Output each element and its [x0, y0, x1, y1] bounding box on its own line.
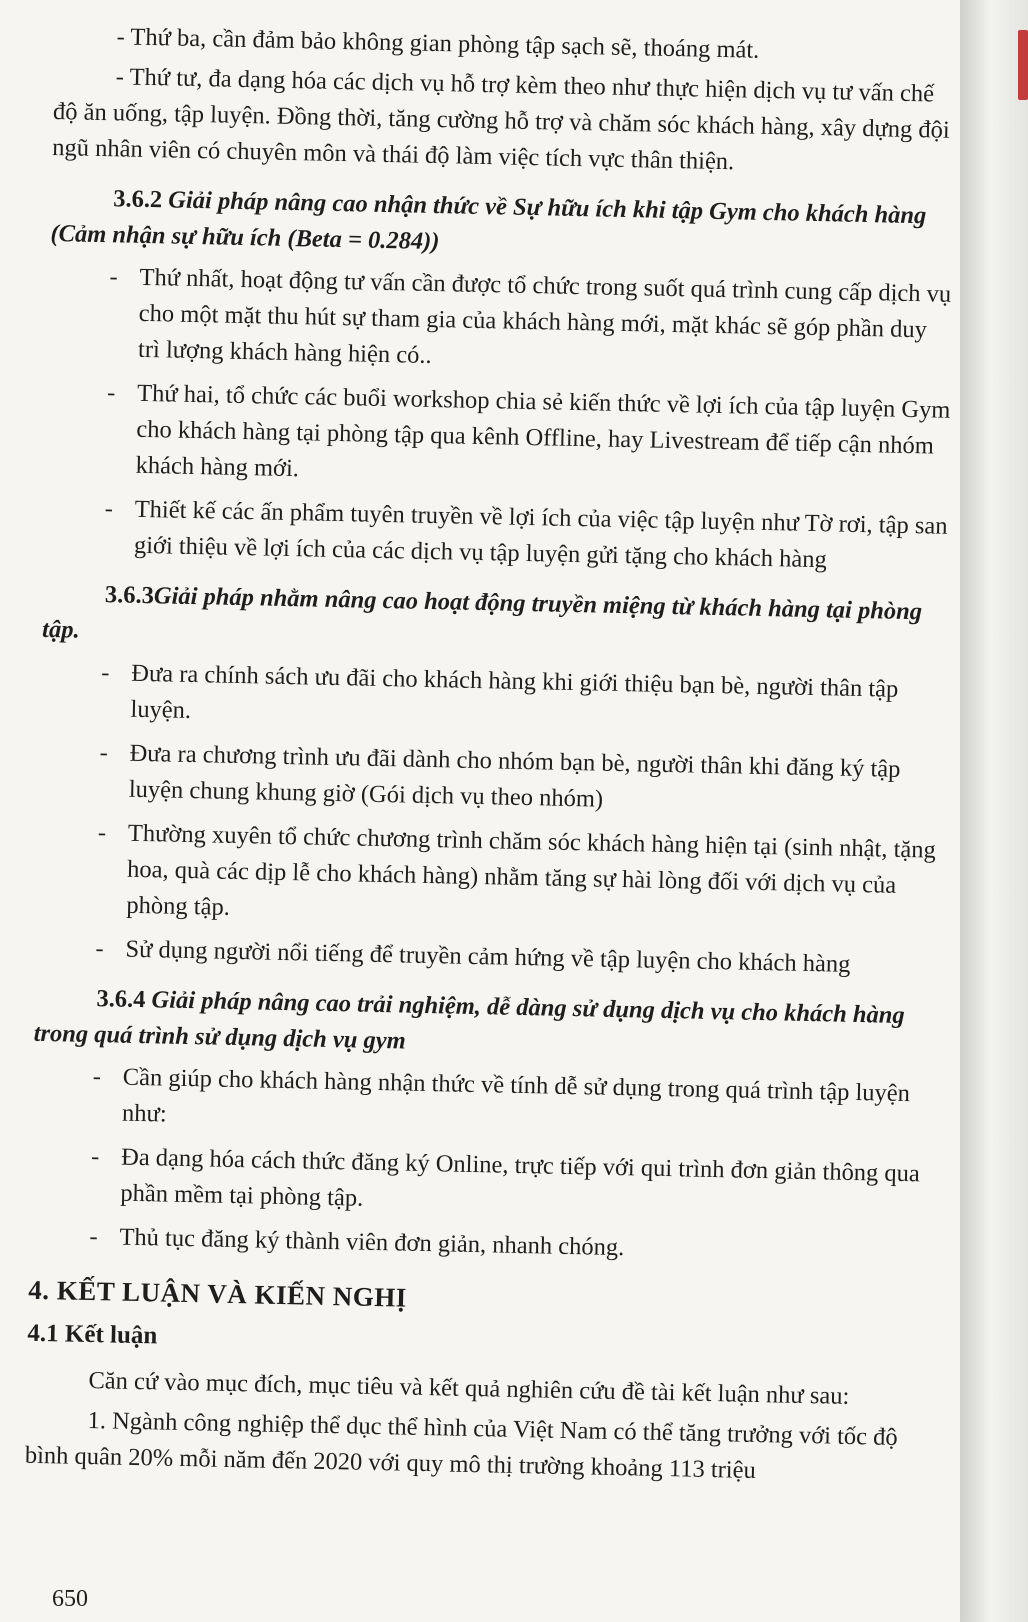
subsection-title-4-1: 4.1 Kết luận	[27, 1319, 158, 1350]
dash-marker: -	[109, 263, 119, 291]
dash-marker: -	[101, 659, 110, 687]
bookmark-ribbon	[1018, 30, 1028, 100]
page-number: 650	[52, 1586, 88, 1612]
intro-item-1: - Thứ ba, cần đảm bảo không gian phòng tập sạch sẽ, thoáng mát.	[116, 23, 760, 64]
heading-title: Giải pháp nâng cao trải nghiệm, dễ dàng sử dụng dịch vụ cho khách hàng trong quá trình sử dụng dịch vụ gym	[33, 986, 905, 1055]
dash-marker: -	[95, 935, 104, 963]
dash-marker: -	[90, 1143, 100, 1171]
list-item-text: Đưa ra chương trình ưu đãi dành cho nhóm bạn bè, người thân khi đăng ký tập luyện chung khung giờ (Gói dịch vụ theo nhóm)	[128, 739, 901, 813]
heading-3-6-4	[33, 980, 939, 1071]
list-item	[36, 814, 943, 941]
list-item-text: Đưa ra chính sách ưu đãi cho khách hàng khi giới thiệu bạn bè, người thân tập luyện.	[130, 659, 899, 724]
section-title-conclusion: 4. KẾT LUẬN VÀ KIẾN NGHỊ	[28, 1274, 408, 1313]
heading-number: 3.6.4	[96, 985, 146, 1014]
list-item-text: Cần giúp cho khách hàng nhận thức về tính dễ sử dụng trong quá trình tập luyện như:	[121, 1063, 911, 1128]
list-item-text: Thứ hai, tổ chức các buổi workshop chia sẻ kiến thức về lợi ích của tập luyện Gym cho khách hàng tại phòng tập qua kênh Offline, hay Livestream để tiếp cận nhóm khách hàng mới.	[135, 379, 951, 483]
dash-marker: -	[97, 819, 107, 847]
heading-number: 3.6.3	[104, 581, 155, 610]
dash-marker: -	[106, 379, 116, 407]
list-item	[40, 654, 946, 745]
list-item	[35, 930, 941, 985]
list-item-text: Đa dạng hóa cách thức đăng ký Online, trực tiếp với qui trình đơn giản thông qua phần mềm tại phòng tập.	[120, 1143, 921, 1212]
heading-3-6-3	[42, 576, 948, 667]
heading-number: 3.6.2	[112, 185, 163, 214]
heading-3-6-2	[50, 180, 956, 271]
dash-marker: -	[92, 1063, 102, 1091]
list-item	[44, 490, 950, 581]
heading-title: Giải pháp nâng cao nhận thức về Sự hữu ích khi tập Gym cho khách hàng (Cảm nhận sự hữu ích (Beta = 0.284))	[50, 186, 927, 256]
list-item	[45, 374, 952, 501]
paragraph: Căn cứ vào mục đích, mục tiêu và kết quả nghiên cứu đề tài kết luận như sau:	[88, 1367, 850, 1410]
list-item-text: Thứ nhất, hoạt động tư vấn cần được tổ chức trong suốt quá trình cung cấp dịch vụ cho một mặt thu hút sự tham gia của khách hàng mới, mặt khác sẽ góp phần duy trì lượng khách hàng hiện có..	[137, 263, 952, 369]
page-content	[24, 18, 959, 1497]
list-item	[30, 1138, 936, 1229]
paragraph: 1. Ngành công nghiệp thể dục thể hình của Việt Nam có thể tăng trưởng với tốc độ bình quân 20% mỗi năm đến 2020 với quy mô thị trường khoảng 113 triệu	[24, 1406, 898, 1484]
list-item	[38, 734, 944, 825]
list-item-text: Thường xuyên tổ chức chương trình chăm sóc khách hàng hiện tại (sinh nhật, tặng hoa, quà các dịp lễ cho khách hàng) nhằm tăng sự hài lòng đối với dịch vụ của phòng tập.	[126, 819, 937, 921]
intro-item-2: - Thứ tư, đa dạng hóa các dịch vụ hỗ trợ kèm theo như thực hiện dịch vụ tư vấn chế độ ăn uống, tập luyện. Đồng thời, tăng cường hỗ trợ và chăm sóc khách hàng, xây dựng đội ngũ nhân viên có chuyên môn và thái độ làm việc tích vực thân thiện.	[52, 63, 951, 176]
dash-marker: -	[89, 1222, 98, 1251]
dash-marker: -	[104, 495, 114, 523]
list-item-text: Thủ tục đăng ký thành viên đơn giản, nhanh chóng.	[119, 1223, 625, 1262]
list-item	[32, 1058, 938, 1149]
book-page-edge	[960, 0, 1028, 1622]
list-item-text: Thiết kế các ấn phẩm tuyên truyền về lợi ích của việc tập luyện như Tờ rơi, tập san giới thiệu về lợi ích của các dịch vụ tập luyện gửi tặng cho khách hàng	[133, 495, 948, 574]
dash-marker: -	[99, 739, 109, 767]
list-item	[29, 1218, 935, 1273]
list-item-text: Sử dụng người nổi tiếng để truyền cảm hứng về tập luyện cho khách hàng	[125, 935, 851, 978]
heading-title: Giải pháp nhằm nâng cao hoạt động truyền miệng từ khách hàng tại phòng tập.	[41, 582, 923, 644]
list-item	[48, 258, 955, 385]
